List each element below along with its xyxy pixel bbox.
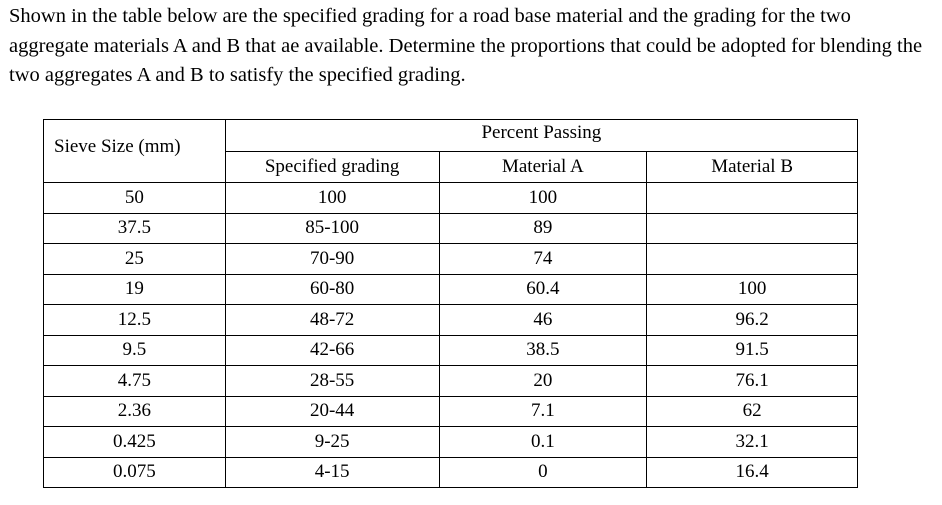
material-b-cell: 32.1 — [647, 427, 858, 458]
percent-passing-header: Percent Passing — [225, 120, 857, 152]
sieve-size-cell: 12.5 — [44, 305, 226, 336]
material-b-cell: 62 — [647, 396, 858, 427]
specified-grading-cell: 9-25 — [225, 427, 439, 458]
material-b-cell: 91.5 — [647, 335, 858, 366]
material-a-header: Material A — [439, 152, 647, 183]
sieve-size-cell: 0.425 — [44, 427, 226, 458]
specified-grading-cell: 60-80 — [225, 274, 439, 305]
table-row — [44, 213, 858, 244]
specified-grading-cell: 48-72 — [225, 305, 439, 336]
table-row — [44, 244, 858, 275]
sieve-size-cell: 19 — [44, 274, 226, 305]
table-header-row-1 — [44, 120, 858, 152]
material-b-cell — [647, 244, 858, 275]
material-a-cell: 74 — [439, 244, 647, 275]
material-a-cell: 0.1 — [439, 427, 647, 458]
material-b-header: Material B — [647, 152, 858, 183]
material-b-cell: 100 — [647, 274, 858, 305]
material-b-cell — [647, 183, 858, 214]
material-b-cell: 16.4 — [647, 457, 858, 488]
table-row — [44, 335, 858, 366]
material-a-cell: 7.1 — [439, 396, 647, 427]
material-b-cell — [647, 213, 858, 244]
material-a-cell: 100 — [439, 183, 647, 214]
table-row — [44, 274, 858, 305]
specified-grading-cell: 28-55 — [225, 366, 439, 397]
sieve-size-cell: 0.075 — [44, 457, 226, 488]
grading-table — [43, 119, 858, 488]
material-a-cell: 0 — [439, 457, 647, 488]
sieve-size-cell: 2.36 — [44, 396, 226, 427]
material-a-cell: 46 — [439, 305, 647, 336]
sieve-size-cell: 9.5 — [44, 335, 226, 366]
specified-grading-cell: 100 — [225, 183, 439, 214]
material-b-cell: 96.2 — [647, 305, 858, 336]
table-row — [44, 366, 858, 397]
sieve-size-header: Sieve Size (mm) — [44, 120, 226, 183]
specified-grading-cell: 42-66 — [225, 335, 439, 366]
specified-grading-cell: 20-44 — [225, 396, 439, 427]
sieve-size-cell: 4.75 — [44, 366, 226, 397]
specified-grading-header: Specified grading — [225, 152, 439, 183]
table-row — [44, 457, 858, 488]
table-row — [44, 396, 858, 427]
sieve-size-cell: 50 — [44, 183, 226, 214]
sieve-size-cell: 37.5 — [44, 213, 226, 244]
material-a-cell: 38.5 — [439, 335, 647, 366]
table-row — [44, 305, 858, 336]
table-row — [44, 427, 858, 458]
specified-grading-cell: 85-100 — [225, 213, 439, 244]
problem-statement: Shown in the table below are the specified grading for a road base material and the grading for the two aggregate materials A and B that ae available. Determine the proportions that could be adopted for blending the two aggregates A and B to satisfy the specified grading. — [9, 5, 923, 86]
table-row — [44, 183, 858, 214]
sieve-size-cell: 25 — [44, 244, 226, 275]
material-a-cell: 20 — [439, 366, 647, 397]
specified-grading-cell: 70-90 — [225, 244, 439, 275]
material-a-cell: 60.4 — [439, 274, 647, 305]
material-b-cell: 76.1 — [647, 366, 858, 397]
material-a-cell: 89 — [439, 213, 647, 244]
specified-grading-cell: 4-15 — [225, 457, 439, 488]
